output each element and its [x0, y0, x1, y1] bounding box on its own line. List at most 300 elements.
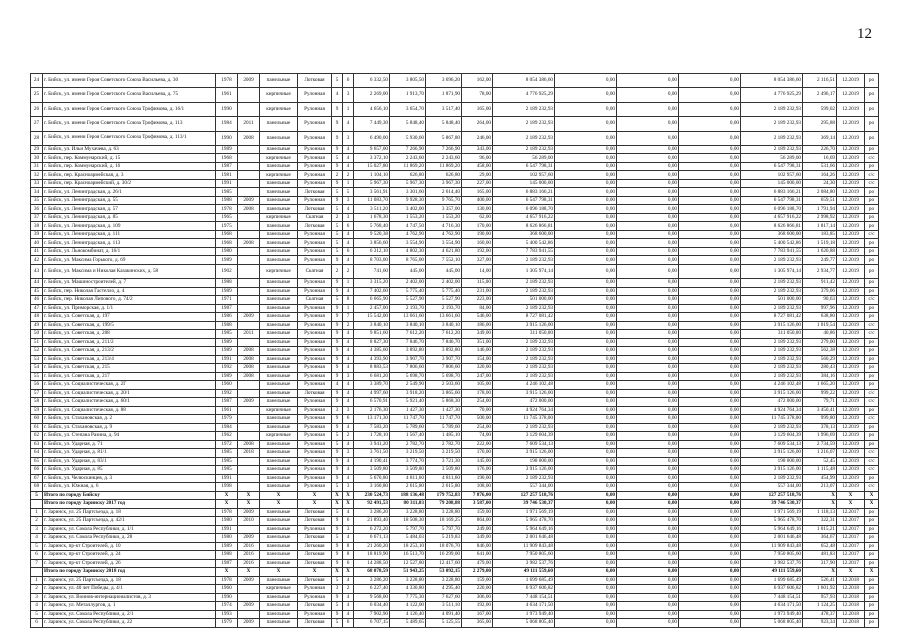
- table-cell: 18 076,70: [426, 542, 462, 551]
- table-cell: 0,00: [617, 517, 679, 526]
- table-cell: 1 699 685,49: [741, 576, 803, 585]
- table-cell: г. Бийск, ул. Ударная, д. 71: [43, 440, 216, 449]
- table-cell: 0,00: [555, 389, 617, 398]
- table-cell: 222,00: [462, 440, 493, 449]
- table-cell: 1 728,10: [354, 432, 390, 441]
- table-cell: 5 964 649,16: [493, 525, 555, 534]
- table-cell: 18 169,25: [426, 517, 462, 526]
- table-cell: 1984: [216, 117, 238, 131]
- table-cell: 0,00: [617, 585, 679, 594]
- table-cell: 4 657 916,22: [741, 213, 803, 222]
- table-cell: г. Бийск, ул. Челюскинцев, д. 3: [43, 474, 216, 483]
- table-cell: [31, 568, 43, 577]
- table-cell: 145 000,00: [741, 179, 803, 188]
- table-cell: 0,00: [555, 88, 617, 102]
- table-cell: 0,00: [679, 338, 741, 347]
- table-cell: 0,00: [555, 559, 617, 568]
- table-cell: 1987: [216, 559, 238, 568]
- table-cell: 1975: [216, 222, 238, 231]
- table-cell: 0,00: [617, 239, 679, 248]
- table-cell: г. Заринск, ул. 25 Партсъезда, д. 18: [43, 576, 216, 585]
- table-cell: г. Бийск, ул. Ленинградская, д. 111: [43, 230, 216, 239]
- table-row: [31, 171, 879, 180]
- table-cell: 145 000,00: [493, 179, 555, 188]
- table-cell: 7: [343, 313, 354, 322]
- table-cell: 7 266,90: [426, 145, 462, 154]
- table-cell: 0,00: [617, 74, 679, 88]
- table-cell: 5: [332, 154, 343, 163]
- table-cell: 74,00: [462, 432, 493, 441]
- table-row: [31, 381, 879, 390]
- table-cell: 2 189 232,93: [493, 355, 555, 364]
- table-cell: 1968: [216, 239, 238, 248]
- table-cell: панельные: [260, 389, 298, 398]
- table-cell: 3 915 126,00: [741, 466, 803, 475]
- table-cell: 7 449,30: [354, 117, 390, 131]
- table-cell: 2 189 232,93: [493, 347, 555, 356]
- table-cell: 846,00: [462, 542, 493, 551]
- table-cell: 0,00: [679, 576, 741, 585]
- table-row: [31, 74, 879, 88]
- table-cell: 6: [343, 517, 354, 526]
- table-row: [31, 500, 879, 509]
- table-cell: 12.2017: [837, 559, 865, 568]
- table-cell: ро: [865, 162, 879, 171]
- table-cell: X: [837, 568, 865, 577]
- table-cell: 7 448 154,51: [493, 593, 555, 602]
- table-cell: панельные: [260, 256, 298, 265]
- table-cell: 0,00: [679, 525, 741, 534]
- table-cell: 5 527,90: [390, 296, 426, 305]
- table-cell: панельные: [260, 287, 298, 296]
- table-cell: 6 272,20: [354, 525, 390, 534]
- table-cell: 6 332,50: [354, 74, 390, 88]
- table-cell: 0,00: [555, 551, 617, 560]
- table-cell: с/с: [865, 389, 879, 398]
- table-cell: 0,00: [555, 491, 617, 500]
- table-cell: 349,00: [462, 534, 493, 543]
- table-cell: 0,00: [617, 256, 679, 265]
- table-cell: с/с: [865, 457, 879, 466]
- table-cell: 59: [31, 406, 43, 415]
- table-cell: ро: [865, 213, 879, 222]
- table-cell: 641,00: [462, 551, 493, 560]
- table-cell: 0,00: [555, 585, 617, 594]
- table-cell: 5 775,40: [426, 287, 462, 296]
- table-cell: 1989: [216, 256, 238, 265]
- table-cell: 2 189 232,93: [741, 355, 803, 364]
- table-cell: с/с: [865, 171, 879, 180]
- table-cell: панельные: [260, 576, 298, 585]
- table-cell: 220,00: [462, 585, 493, 594]
- table-cell: 57: [31, 389, 43, 398]
- table-cell: 562,38: [803, 347, 837, 356]
- table-cell: X: [803, 500, 837, 509]
- table-cell: 454,99: [803, 474, 837, 483]
- table-cell: 4 776 925,29: [493, 88, 555, 102]
- table-cell: 6 227,40: [354, 585, 390, 594]
- table-cell: 12.2019: [837, 304, 865, 313]
- table-cell: 51: [31, 338, 43, 347]
- table-cell: ро: [865, 440, 879, 449]
- table-cell: 5 698,70: [390, 372, 426, 381]
- table-cell: 0,00: [555, 338, 617, 347]
- table-cell: 7 783 941,55: [741, 247, 803, 256]
- table-cell: 12.2019: [837, 213, 865, 222]
- table-cell: 96,00: [462, 154, 493, 163]
- table-cell: 1 427,30: [426, 406, 462, 415]
- table-cell: Лотковая: [298, 559, 332, 568]
- table-cell: 5 797,70: [426, 525, 462, 534]
- table-cell: 0,00: [555, 449, 617, 458]
- table-cell: Рулонная: [298, 279, 332, 288]
- table-cell: г. Заринск, пр-кт Строителей, д. 24: [43, 551, 216, 560]
- table-cell: Итого по городу Бийску: [43, 491, 216, 500]
- table-cell: 4: [343, 440, 354, 449]
- table-cell: 311 050,00: [493, 330, 555, 339]
- table-cell: 3 915 126,00: [741, 321, 803, 330]
- table-cell: 0,00: [617, 440, 679, 449]
- table-cell: 2 084,80: [803, 188, 837, 197]
- table-cell: 4: [343, 117, 354, 131]
- table-cell: 5 967,30: [354, 179, 390, 188]
- table-cell: 3: [31, 525, 43, 534]
- table-cell: 1 115,48: [803, 466, 837, 475]
- table-cell: Рулонная: [298, 162, 332, 171]
- table-cell: 2 402,00: [390, 279, 426, 288]
- table-cell: 176,00: [462, 466, 493, 475]
- table-cell: 62: [31, 432, 43, 441]
- table-cell: 0,00: [617, 491, 679, 500]
- table-cell: 3: [343, 213, 354, 222]
- table-cell: 1 567,40: [390, 432, 426, 441]
- table-cell: 2 549,90: [390, 381, 426, 390]
- table-cell: 2 189 232,93: [493, 423, 555, 432]
- table-cell: 2: [343, 171, 354, 180]
- table-cell: 42: [31, 256, 43, 265]
- table-cell: 1991: [216, 179, 238, 188]
- table-cell: 472 000,00: [741, 398, 803, 407]
- table-cell: Рулонная: [298, 406, 332, 415]
- table-cell: 53 092,15: [426, 568, 462, 577]
- table-cell: 1968: [216, 154, 238, 163]
- table-cell: 6 547 798,31: [741, 162, 803, 171]
- table-cell: 1985: [216, 188, 238, 197]
- table-cell: 1960: [216, 381, 238, 390]
- table-cell: 68: [31, 483, 43, 492]
- table-row: [31, 466, 879, 475]
- table-cell: 2 001 646,48: [493, 534, 555, 543]
- table-cell: 41: [31, 247, 43, 256]
- table-cell: 3 982 537,76: [493, 559, 555, 568]
- table-cell: кирпичные: [260, 264, 298, 278]
- table-cell: [238, 171, 260, 180]
- table-cell: 0,00: [617, 568, 679, 577]
- table-cell: панельные: [260, 145, 298, 154]
- table-cell: ро: [865, 188, 879, 197]
- table-cell: 3 554,90: [426, 239, 462, 248]
- table-cell: с/с: [865, 483, 879, 492]
- table-cell: Рулонная: [298, 338, 332, 347]
- table-cell: 54: [31, 364, 43, 373]
- table-cell: 11 745 378,00: [493, 415, 555, 424]
- table-row: [31, 457, 879, 466]
- table-cell: Рулонная: [298, 321, 332, 330]
- table-cell: 6 547 798,31: [493, 162, 555, 171]
- table-cell: 0,00: [679, 466, 741, 475]
- table-cell: 3 219,50: [426, 449, 462, 458]
- table-cell: ро: [865, 239, 879, 248]
- table-cell: кирпичные: [260, 406, 298, 415]
- table-cell: 0,00: [555, 213, 617, 222]
- table-cell: 7 846,70: [390, 338, 426, 347]
- table-cell: ро: [865, 264, 879, 278]
- table-row: [31, 576, 879, 585]
- table-cell: 2 189 232,93: [493, 474, 555, 483]
- table-cell: 0,00: [679, 222, 741, 231]
- table-cell: [238, 304, 260, 313]
- table-cell: 1987: [216, 162, 238, 171]
- table-cell: 0,00: [617, 466, 679, 475]
- table-cell: 12.2019: [837, 256, 865, 265]
- table-cell: 12.2019: [837, 338, 865, 347]
- table-cell: 0,00: [679, 474, 741, 483]
- table-cell: 3 915 126,00: [493, 466, 555, 475]
- table-cell: панельные: [260, 610, 298, 619]
- table-cell: 12.2017: [837, 508, 865, 517]
- table-cell: 1 553,20: [390, 213, 426, 222]
- table-cell: Рулонная: [298, 117, 332, 131]
- table-cell: 364,67: [803, 534, 837, 543]
- table-cell: 2 189 232,93: [493, 364, 555, 373]
- table-cell: 35: [31, 196, 43, 205]
- table-row: [31, 256, 879, 265]
- table-cell: 2 189 232,93: [493, 304, 555, 313]
- table-cell: панельные: [260, 188, 298, 197]
- table-cell: 2 189 232,93: [493, 145, 555, 154]
- table-cell: 6 490,00: [354, 131, 390, 145]
- table-cell: 2008: [238, 355, 260, 364]
- table-cell: г. Бийск, пер. Красноармейский, д. 30/2: [43, 179, 216, 188]
- table-cell: 84,00: [462, 304, 493, 313]
- table-cell: 8 727 081,42: [741, 313, 803, 322]
- table-cell: Лотковая: [298, 619, 332, 628]
- table-cell: 2 189 232,93: [741, 131, 803, 145]
- table-cell: 6 937 606,82: [741, 585, 803, 594]
- table-row: [31, 355, 879, 364]
- table-cell: 2009: [238, 74, 260, 88]
- table-cell: 2008: [238, 205, 260, 214]
- table-cell: 9: [332, 466, 343, 475]
- table-cell: X: [298, 500, 332, 509]
- table-cell: 0,00: [617, 330, 679, 339]
- table-cell: 5 930,60: [390, 131, 426, 145]
- table-cell: 264,00: [462, 117, 493, 131]
- table-cell: панельные: [260, 205, 298, 214]
- table-cell: 29: [31, 145, 43, 154]
- table-cell: 68 078,59: [354, 568, 390, 577]
- table-cell: 379,06: [803, 287, 837, 296]
- table-cell: 378,13: [803, 423, 837, 432]
- table-cell: Рулонная: [298, 610, 332, 619]
- table-cell: 4 811,60: [390, 474, 426, 483]
- table-cell: 9: [332, 162, 343, 171]
- table-cell: 6 665,90: [354, 296, 390, 305]
- table-cell: 9: [332, 179, 343, 188]
- table-cell: 25: [31, 88, 43, 102]
- table-cell: 24,30: [803, 179, 837, 188]
- table-cell: 213,07: [803, 483, 837, 492]
- table-cell: 12.2019: [837, 296, 865, 305]
- table-cell: [238, 381, 260, 390]
- table-cell: Рулонная: [298, 593, 332, 602]
- table-cell: 2: [343, 432, 354, 441]
- table-row: [31, 559, 879, 568]
- table-cell: 9: [332, 551, 343, 560]
- table-cell: 49 111 559,60: [493, 568, 555, 577]
- table-cell: 1960: [216, 585, 238, 594]
- table-cell: [238, 264, 260, 278]
- table-cell: 15 542,00: [354, 313, 390, 322]
- table-cell: 2: [332, 213, 343, 222]
- table-cell: 2 189 232,93: [741, 474, 803, 483]
- table-cell: 6 883 166,21: [493, 188, 555, 197]
- table-cell: 5: [31, 542, 43, 551]
- table-cell: 2 503,60: [426, 381, 462, 390]
- table-cell: 9: [332, 610, 343, 619]
- table-cell: 0,00: [617, 619, 679, 628]
- table-cell: 7 806,60: [426, 364, 462, 373]
- table-cell: 3: [343, 449, 354, 458]
- table-cell: 5 921,40: [390, 398, 426, 407]
- table-cell: 46: [31, 296, 43, 305]
- table-cell: 0,00: [617, 542, 679, 551]
- table-cell: панельные: [260, 483, 298, 492]
- table-cell: г. Бийск, ул. Советская, д. 217: [43, 372, 216, 381]
- table-cell: г. Бийск, ул. Машиностроителей, д. 7: [43, 279, 216, 288]
- table-cell: X: [238, 491, 260, 500]
- table-cell: 1 996,69: [803, 432, 837, 441]
- table-cell: 4: [343, 398, 354, 407]
- table-cell: 1 015,21: [803, 525, 837, 534]
- table-cell: 0,00: [555, 525, 617, 534]
- table-cell: г. Бийск, ул. имени Героя Советского Союза Васильева, д. 75: [43, 88, 216, 102]
- table-cell: 47: [31, 304, 43, 313]
- table-cell: 4: [343, 154, 354, 163]
- table-cell: Лотковая: [298, 74, 332, 88]
- table-cell: 1990: [216, 102, 238, 116]
- table-cell: кирпичные: [260, 102, 298, 116]
- table-cell: 79 208,88: [426, 500, 462, 509]
- table-cell: 249,77: [803, 256, 837, 265]
- table-cell: 3: [332, 585, 343, 594]
- table-cell: 16 513,70: [390, 551, 426, 560]
- table-cell: Рулонная: [298, 466, 332, 475]
- table-cell: 12.2017: [837, 517, 865, 526]
- table-cell: 4: [343, 534, 354, 543]
- table-cell: 21 893,40: [354, 517, 390, 526]
- table-cell: 3 721,30: [426, 457, 462, 466]
- table-cell: 0,00: [555, 279, 617, 288]
- table-cell: 0,00: [555, 576, 617, 585]
- table-cell: 1 699 685,49: [493, 576, 555, 585]
- table-cell: 5 775,40: [390, 287, 426, 296]
- table-cell: X: [238, 500, 260, 509]
- table-cell: Рулонная: [298, 131, 332, 145]
- table-cell: Рулонная: [298, 423, 332, 432]
- table-row: [31, 102, 879, 116]
- table-cell: 1: [343, 179, 354, 188]
- table-cell: 0,00: [555, 287, 617, 296]
- table-cell: 4: [343, 205, 354, 214]
- table-cell: 2 189 232,93: [741, 304, 803, 313]
- table-cell: 127 257 518,76: [493, 491, 555, 500]
- table-cell: 0,00: [555, 602, 617, 611]
- table-cell: 4 811,60: [426, 474, 462, 483]
- table-cell: 8 765,00: [390, 256, 426, 265]
- table-cell: [238, 415, 260, 424]
- table-cell: 9: [332, 313, 343, 322]
- table-cell: панельные: [260, 196, 298, 205]
- table-cell: 3 918,20: [390, 389, 426, 398]
- table-cell: 1991: [216, 525, 238, 534]
- table-cell: 5 527,90: [426, 296, 462, 305]
- table-cell: 4 393,90: [354, 355, 390, 364]
- table-cell: [238, 162, 260, 171]
- table-cell: 3 654,70: [390, 102, 426, 116]
- table-cell: 2 189 232,93: [741, 145, 803, 154]
- table-cell: X: [298, 568, 332, 577]
- table-cell: кирпичные: [260, 585, 298, 594]
- table-cell: 4: [343, 347, 354, 356]
- table-cell: 0,00: [555, 321, 617, 330]
- table-cell: 2 189 232,93: [493, 102, 555, 116]
- table-cell: 9: [332, 355, 343, 364]
- table-cell: 1978: [216, 508, 238, 517]
- table-cell: 226,70: [803, 145, 837, 154]
- table-cell: 1 871,90: [426, 88, 462, 102]
- table-cell: 9: [332, 279, 343, 288]
- table-cell: 1: [343, 102, 354, 116]
- table-cell: 0,00: [617, 287, 679, 296]
- table-row: [31, 154, 879, 163]
- table-row: [31, 117, 879, 131]
- table-cell: 3 915 126,00: [493, 321, 555, 330]
- table-cell: 599,02: [803, 102, 837, 116]
- table-cell: 5 125,55: [426, 619, 462, 628]
- table-cell: 4 747,50: [390, 222, 426, 231]
- table-cell: г. Бийск, ул. Советская, д. 199/5: [43, 321, 216, 330]
- table-cell: 0,00: [617, 304, 679, 313]
- table-cell: 9: [332, 423, 343, 432]
- table-cell: 9 928,30: [390, 196, 426, 205]
- table-cell: 0,00: [679, 559, 741, 568]
- table-cell: г. Бийск, ул. имени Героя Советского Союза Трофимова, д. 113/1: [43, 131, 216, 145]
- table-cell: 1991: [216, 355, 238, 364]
- table-cell: 8 727 081,42: [493, 313, 555, 322]
- table-cell: 4: [343, 162, 354, 171]
- table-cell: 0,00: [679, 364, 741, 373]
- table-cell: 349,00: [462, 330, 493, 339]
- table-cell: г. Заринск, ул. 25 Партсъезда, д. 42/1: [43, 517, 216, 526]
- table-row: [31, 347, 879, 356]
- table-cell: панельные: [260, 508, 298, 517]
- table-cell: 56 289,00: [493, 154, 555, 163]
- table-cell: 4: [343, 338, 354, 347]
- table-cell: 0,00: [679, 304, 741, 313]
- table-cell: 130,00: [462, 205, 493, 214]
- table-cell: 1992: [216, 389, 238, 398]
